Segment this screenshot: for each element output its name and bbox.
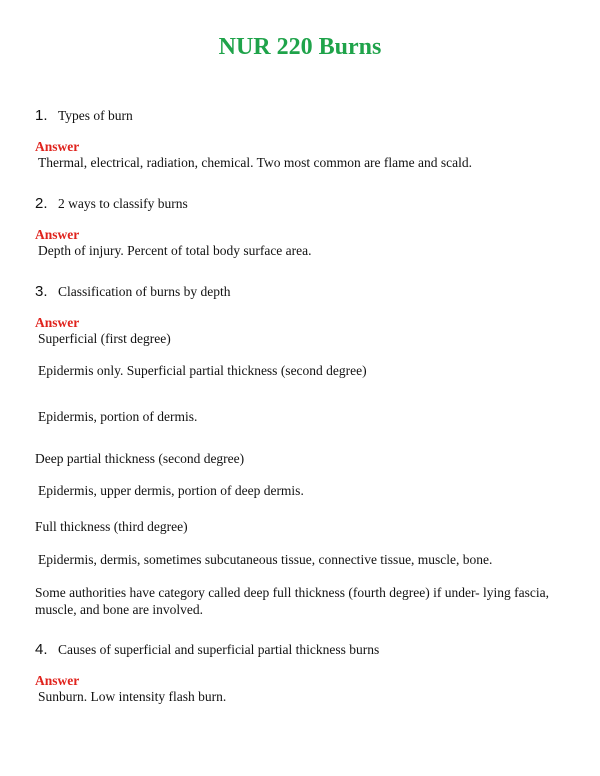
question-1-text: Types of burn: [58, 108, 133, 123]
question-2-number: 2.: [35, 195, 48, 212]
question-3-answer-line: Epidermis only. Superficial partial thickness (second degree): [38, 363, 367, 378]
question-3-answer-paragraph: Some authorities have category called deep full thickness (fourth degree) if under- lying fascia, muscle, and bone are involved.: [35, 585, 550, 617]
question-3-answer-line: Deep partial thickness (second degree): [35, 451, 245, 466]
question-2-text: 2 ways to classify burns: [58, 196, 188, 211]
question-1-number: 1.: [35, 107, 48, 124]
question-3-answer-line: Epidermis, dermis, sometimes subcutaneous tissue, connective tissue, muscle, bone.: [38, 552, 493, 567]
question-2-answer-label: Answer: [35, 227, 80, 242]
question-3-answer-line: Superficial (first degree): [38, 331, 171, 346]
question-3-number: 3.: [35, 283, 48, 300]
question-3-answer-line: Epidermis, portion of dermis.: [38, 409, 198, 424]
question-4-number: 4.: [35, 641, 48, 658]
question-3-answer-line: Full thickness (third degree): [35, 519, 188, 534]
question-4-answer-label: Answer: [35, 673, 80, 688]
question-2-answer-line: Depth of injury. Percent of total body surface area.: [38, 243, 312, 258]
document-title: NUR 220 Burns: [218, 34, 382, 60]
question-1-answer-line: Thermal, electrical, radiation, chemical. Two most common are flame and scald.: [38, 155, 473, 170]
question-4-text: Causes of superficial and superficial partial thickness burns: [58, 642, 380, 657]
question-4-answer-line: Sunburn. Low intensity flash burn.: [38, 689, 227, 704]
question-1-answer-label: Answer: [35, 139, 80, 154]
question-3-answer-label: Answer: [35, 315, 80, 330]
question-3-answer-line: Epidermis, upper dermis, portion of deep dermis.: [38, 483, 304, 498]
question-3-text: Classification of burns by depth: [58, 284, 231, 299]
